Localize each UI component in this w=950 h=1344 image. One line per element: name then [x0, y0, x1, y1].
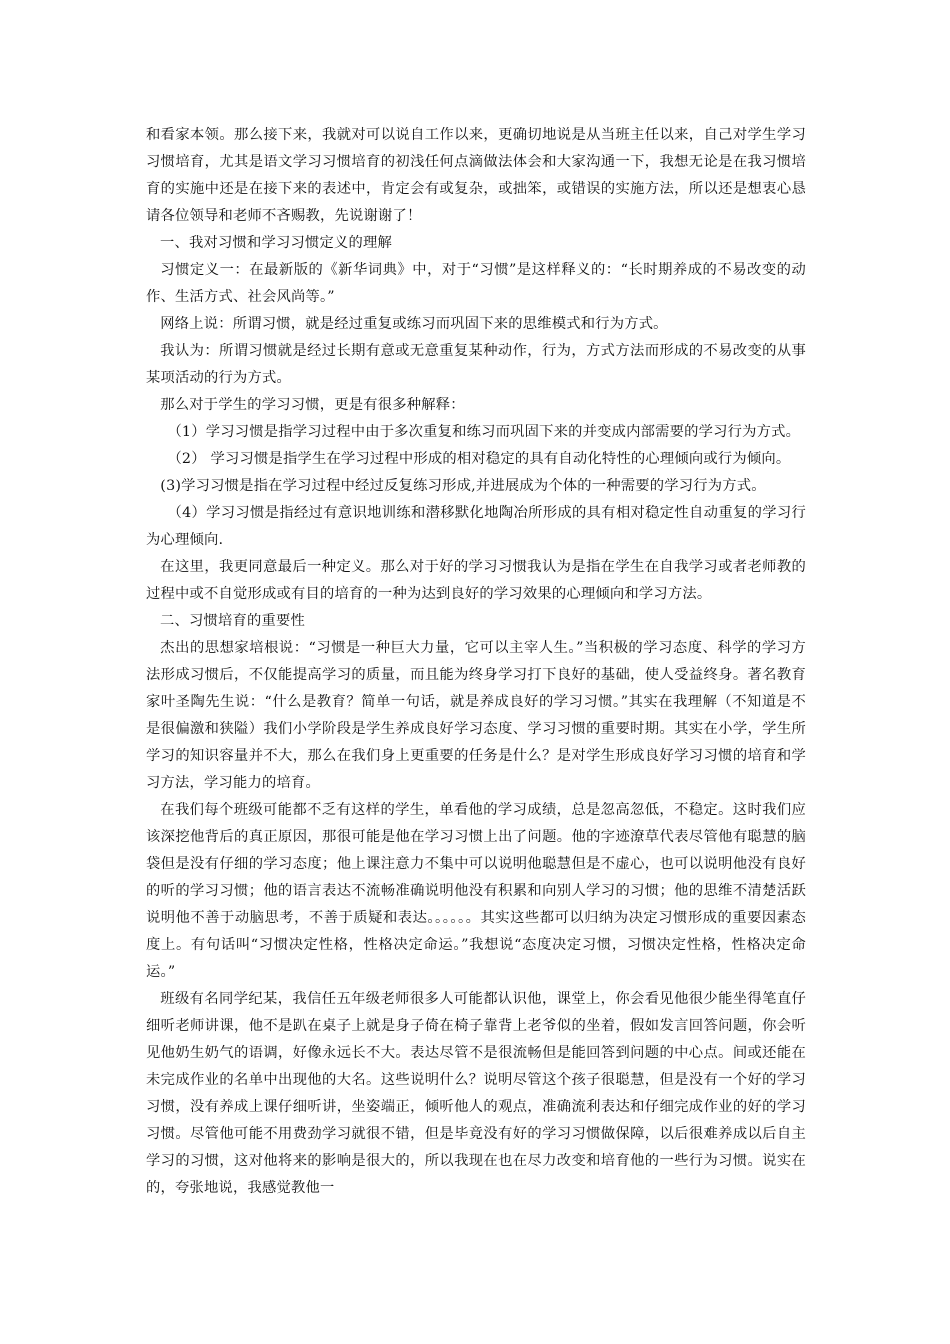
paragraph-importance: 杰出的思想家培根说：“习惯是一种巨大力量，它可以主宰人生。”当积极的学习态度、科学的学习方法形成习惯后，不仅能提高学习的质量，而且能为终身学习打下良好的基础，使人受益终身。著名教育家叶圣陶先生说：“什么是教育？简单一句话，就是养成良好的学习习惯。”其实在我理解（不知道是不是很偏激和狭隘）我们小学阶段是学生养成良好学习态度、学习习惯的重要时期。其实在小学，学生所学习的知识容量并不大，那么在我们身上更重要的任务是什么？是对学生形成良好学习习惯的培育和学习方法，学习能力的培育。	[146, 640, 806, 791]
paragraph-agree-definition: 在这里，我更同意最后一种定义。那么对于好的学习习惯我认为是指在学生在自我学习或者老师教的过程中或不自觉形成或有目的培育的一种为达到良好的学习效果的心理倾向和学习方法。	[146, 559, 806, 602]
list-item-definition-4: （4）学习习惯是指经过有意识地训练和潜移默化地陶冶所形成的具有相对稳定性自动重复的学习行为心理倾向.	[146, 505, 806, 548]
section-heading-1: 一、我对习惯和学习习惯定义的理解	[160, 235, 392, 251]
list-item-definition-2: （2） 学习习惯是指学生在学习过程中形成的相对稳定的具有自动化特性的心理倾向或行为倾向。	[167, 451, 791, 467]
list-item-definition-1: （1）学习习惯是指学习过程中由于多次重复和练习而巩固下来的并变成内部需要的学习行为方式。	[167, 424, 801, 440]
paragraph-definition-internet: 网络上说：所谓习惯，就是经过重复或练习而巩固下来的思维模式和行为方式。	[160, 316, 668, 332]
paragraph-intro-continued: 和看家本领。那么接下来，我就对可以说自工作以来，更确切地说是从当班主任以来，自己对学生学习习惯培育，尤其是语文学习习惯培育的初浅任何点滴做法体会和大家沟通一下，我想无论是在我习惯培育的实施中还是在接下来的表述中，肯定会有或复杂，或拙笨，或错误的实施方法，所以还是想衷心恳请各位领导和老师不吝赐教，先说谢谢了！	[146, 127, 806, 224]
paragraph-definition-author: 我认为：所谓习惯就是经过长期有意或无意重复某种动作，行为，方式方法而形成的不易改变的从事某项活动的行为方式。	[146, 343, 806, 386]
list-item-definition-3: (3)学习习惯是指在学习过程中经过反复练习形成,并进展成为个体的一种需要的学习行为方式。	[160, 478, 766, 494]
paragraph-definition-dictionary: 习惯定义一：在最新版的《新华词典》中，对于“习惯”是这样释义的：“长时期养成的不易改变的动作、生活方式、社会风尚等。”	[146, 262, 806, 305]
paragraph-student-example: 班级有名同学纪某，我信任五年级老师很多人可能都认识他，课堂上，你会看见他很少能坐得笔直仔细听老师讲课，他不是趴在桌子上就是身子倚在椅子靠背上老爷似的坐着，假如发言回答问题，你会听见他奶生奶气的语调，好像永远长不大。表达尽管不是很流畅但是能回答到问题的中心点。间或还能在未完成作业的名单中出现他的大名。这些说明什么？说明尽管这个孩子很聪慧，但是没有一个好的学习习惯，没有养成上课仔细听讲，坐姿端正，倾听他人的观点，准确流利表达和仔细完成作业的好的学习习惯。尽管他可能不用费劲学习就很不错，但是毕竟没有好的学习习惯做保障，以后很难养成以后自主学习的习惯，这对他将来的影响是很大的，所以我现在也在尽力改变和培育他的一些行为习惯。说实在的，夸张地说，我感觉教他一	[146, 991, 806, 1196]
paragraph-class-students: 在我们每个班级可能都不乏有这样的学生，单看他的学习成绩，总是忽高忽低，不稳定。这时我们应该深挖他背后的真正原因，那很可能是他在学习习惯上出了问题。他的字迹潦草代表尽管他有聪慧的脑袋但是没有仔细的学习态度；他上课注意力不集中可以说明他聪慧但是不虚心，也可以说明他没有良好的听的学习习惯；他的语言表达不流畅准确说明他没有积累和向别人学习的习惯；他的思维不清楚活跃说明他不善于动脑思考，不善于质疑和表达。。。。。。其实这些都可以归纳为决定习惯形成的重要因素态度上。有句话叫“习惯决定性格，性格决定命运。”我想说“态度决定习惯，习惯决定性格，性格决定命运。”	[146, 802, 806, 980]
section-heading-2: 二、习惯培育的重要性	[160, 613, 305, 629]
document-page	[146, 122, 806, 1202]
paragraph-student-habits-intro: 那么对于学生的学习习惯，更是有很多种解释：	[160, 397, 465, 413]
